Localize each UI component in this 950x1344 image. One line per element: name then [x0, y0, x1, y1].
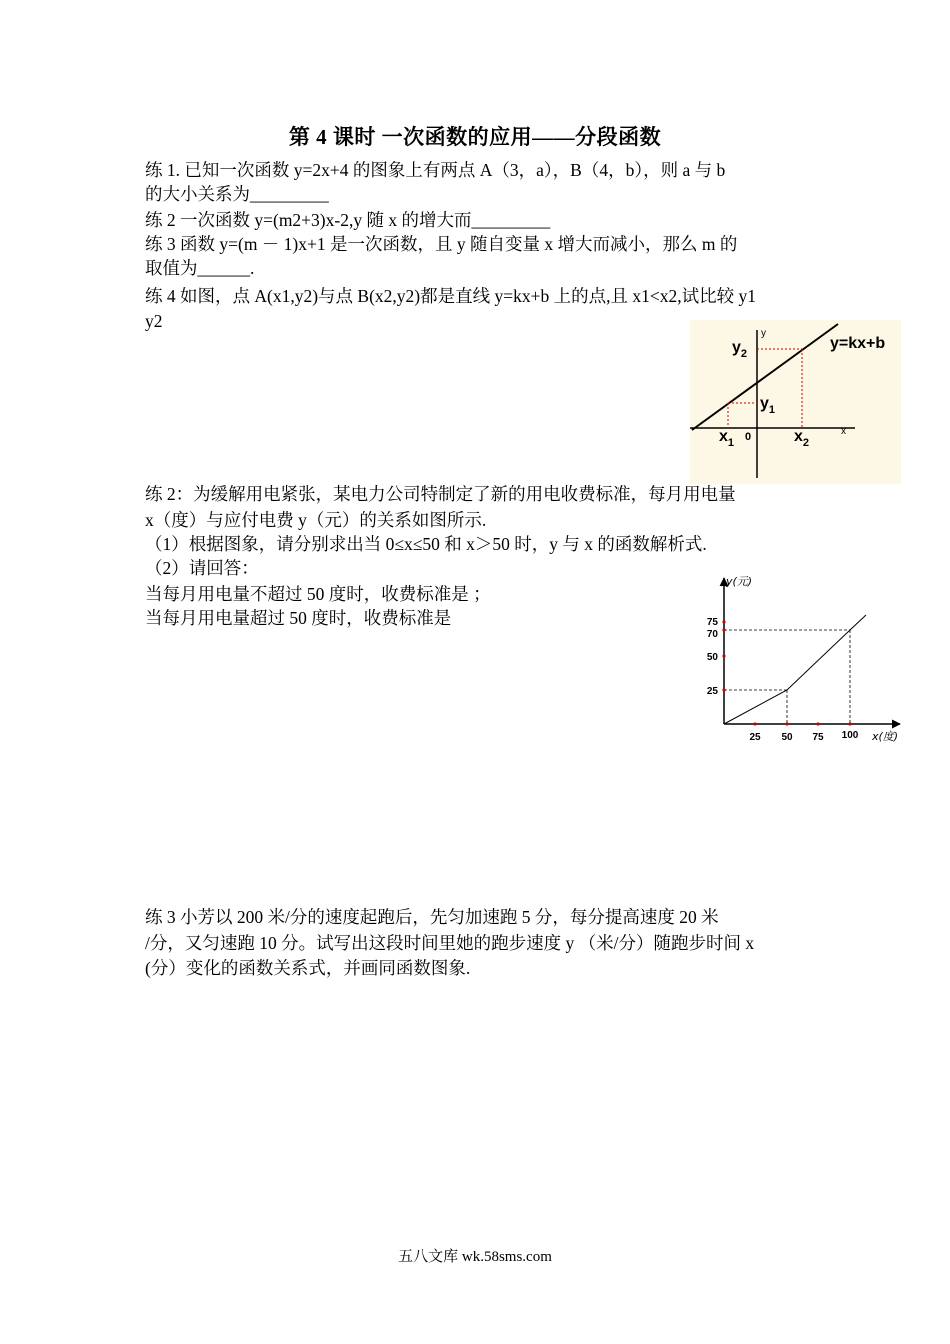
exercise-text: 当每月用电量超过 50 度时，收费标准是: [145, 608, 452, 628]
exercise-text: 的大小关系为_________: [145, 184, 329, 204]
exercise-text: (分）变化的函数关系式，并画同函数图象.: [145, 958, 471, 978]
exercise-text: 练 3 函数 y=(m － 1)x+1 是一次函数，且 y 随自变量 x 增大而减小，那么 m 的: [145, 234, 738, 254]
line-label: y=kx+b: [830, 335, 886, 352]
page-title: 第 4 课时 一次函数的应用——分段函数: [288, 125, 662, 149]
y-tick-label: 25: [706, 686, 718, 697]
x2-label: $x_2$: [794, 428, 810, 449]
exercise-text: （2）请回答：: [145, 558, 259, 578]
tick-dot-25: [722, 688, 725, 691]
exercise-text: y2: [145, 311, 163, 331]
tick-dot-70: [722, 628, 725, 631]
x1-label: $x_1$: [719, 428, 735, 449]
x-tick-label: 50: [781, 732, 793, 743]
exercise-text: x（度）与应付电费 y（元）的关系如图所示.: [145, 510, 487, 530]
exercise-text: 练 3 小芳以 200 米/分的速度起跑后，先匀加速跑 5 分，每分提高速度 20 米: [145, 907, 719, 927]
exercise-text: 练 4 如图，点 A(x1,y2)与点 B(x2,y2)都是直线 y=kx+b 上的点,且 x1<x2,试比较 y1: [145, 286, 756, 306]
tick-dot-x100: [848, 722, 851, 725]
footer-watermark: 五八文库 wk.58sms.com: [398, 1249, 552, 1265]
linear-function-figure: [690, 320, 901, 484]
tick-dot-x75: [816, 722, 819, 725]
exercise-text: 当每月用电量不超过 50 度时，收费标准是 ；: [145, 584, 491, 604]
x-axis-label: x: [841, 426, 846, 437]
tick-dot-50: [722, 654, 725, 657]
x-tick-label: 100: [841, 730, 859, 741]
exercise-text: 练 2：为缓解用电紧张，某电力公司特制定了新的用电收费标准，每月用电量: [145, 484, 736, 504]
origin-label: 0: [745, 431, 752, 443]
y-axis-label: y: [761, 328, 766, 339]
exercise-text: 取值为______.: [145, 258, 255, 278]
fee-polyline: [724, 615, 866, 724]
tick-dot-x50: [785, 722, 788, 725]
x-tick-label: 25: [749, 732, 761, 743]
y-tick-label: 75: [706, 617, 718, 628]
y-tick-label: 70: [706, 629, 718, 640]
exercise-text: 练 1. 已知一次函数 y=2x+4 的图象上有两点 A（3，a），B（4，b），则 a 与 b: [145, 160, 726, 180]
electricity-fee-graph: [700, 572, 920, 752]
exercise-text: 练 2 一次函数 y=(m2+3)x-2,y 随 x 的增大而_________: [145, 210, 551, 230]
tick-dot-x25: [753, 722, 756, 725]
x-tick-label: 75: [812, 732, 824, 743]
y-axis-label: y(元): [726, 575, 753, 588]
y-tick-label: 50: [706, 652, 718, 663]
tick-dot-75: [722, 620, 725, 623]
y2-label: $y_2$: [732, 339, 748, 360]
exercise-text: /分，又匀速跑 10 分。试写出这段时间里她的跑步速度 y （米/分）随跑步时间 x: [145, 933, 755, 953]
x-axis-label: x(度): [872, 730, 899, 743]
exercise-text: （1）根据图象，请分别求出当 0≤x≤50 和 x＞50 时，y 与 x 的函数解析式.: [145, 534, 707, 554]
y1-label: $y_1$: [760, 395, 776, 416]
